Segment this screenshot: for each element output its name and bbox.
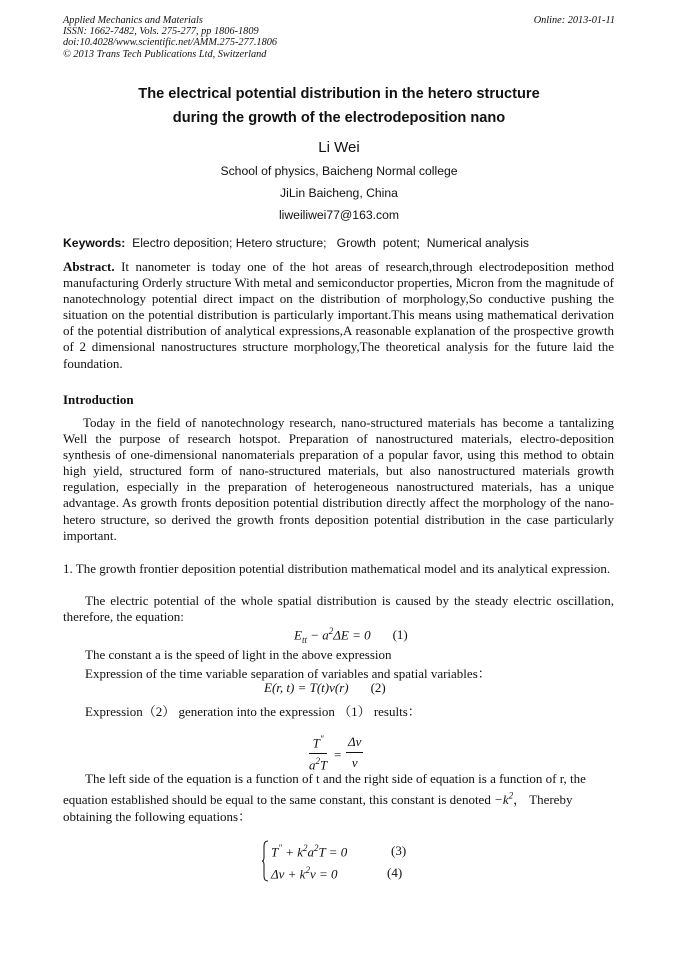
constant-a-line: The constant a is the speed of light in the above expression [85,647,392,662]
fraction-equals: = [334,747,342,762]
abstract [63,259,614,372]
section-1-paragraph: The electric potential of the whole spatial distribution is caused by the steady electric oscillation, therefore, the equation: [63,593,614,625]
introduction-paragraph: Today in the field of nanotechnology research, nano-structured materials has become a tantalizing Well the purpose of research hotspot. Preparation of nanostructured materials, electro-deposition synthesis of one-dimensional nanomaterials preparation of a popular favor, using this method to obtain high yield, structured form of nano-structured materials, but also nanostructured materials growth regulation, especially in the preparation of heterogeneous nanostructured materials, has a unique advantage. As growth fronts deposition potential distribution directly affect the morphology of the nano-hetero structure, so derived the growth fronts deposition potential distribution in the case particularly important. [63,415,614,543]
fraction-right-numerator: Δv [346,734,363,753]
title-line-2: during the growth of the electrodeposition nano [172,110,506,126]
paper-title [0,82,678,130]
equation-2-number: (2) [370,680,386,695]
journal-name: Applied Mechanics and Materials [63,15,203,26]
left-side-line-1: The left side of the equation is a function of t and the right side of equation is a function of r, the [85,771,586,786]
keywords-label: Keywords: [63,236,126,250]
affiliation-line-2: JiLin Baicheng, China [280,186,398,200]
online-date: Online: 2013-01-11 [533,15,615,26]
author-name: Li Wei [318,139,360,156]
fraction-right-denominator: v [351,755,358,770]
keywords [63,236,529,250]
abstract-label: Abstract. [63,259,115,274]
author-email: liweiliwei77@163.com [278,208,400,222]
journal-header [63,15,277,60]
left-side-line-2b: ， Thereby [513,792,573,807]
introduction-heading: Introduction [63,392,134,407]
issn-line: ISSN: 1662-7482, Vols. 275-277, pp 1806-1809 [63,26,259,38]
equation-4-number: (4) [387,865,403,880]
section-1-heading: 1. The growth frontier deposition potential distribution mathematical model and its analytical expression. [63,561,611,576]
left-side-line-3: obtaining the following equations： [63,809,252,824]
system-brace [262,840,268,882]
affiliation-line-1: School of physics, Baicheng Normal college [220,164,458,178]
equation-2: E(r, t) = T(t)v(r) (2) [264,680,386,695]
fraction-left-numerator: T″ [309,734,327,754]
separation-line: Expression of the time variable separation of variables and spatial variables： [85,666,491,681]
equation-4: $\Delta v + k^2v = 0$ [271,865,338,882]
constant-minus-k-squared: $-k^2$ [494,790,514,807]
doi-line: doi:10.4028/www.scientific.net/AMM.275-277.1806 [63,37,278,49]
equation-1: $E_{tt} - a^2\Delta E = 0$ (1) [294,626,408,645]
left-side-line-2a: equation established should be equal to the same constant, this constant is denoted [63,792,491,807]
equation-3: $T'' + k^2a^2T = 0$ [271,843,348,860]
abstract-text: It nanometer is today one of the hot areas of research,through electrodeposition method manufacturing Orderly structure With metal and semiconductor properties, Micron from the magnitude of nanotechnology potential direct impact on the distribution of morphology,So conductive pushing the situation on the potential distribution is particularly important.This means using mathematical derivation of the potential distribution of analytical expressions,A reasonable explanation of the prospective growth of 2 dimensional nanostructures structure morphology,The theoretical analysis for the future laid the foundation. [63,259,614,371]
keywords-text: Electro deposition; Hetero structure; Growth potent; Numerical analysis [125,236,530,250]
title-line-1: The electrical potential distribution in the hetero structure [138,86,540,102]
equation-1-number: (1) [392,627,408,643]
fraction-left-denominator: $a^2T$ [309,756,328,773]
fraction-right [346,734,363,771]
fraction-left [309,734,327,774]
generation-line: Expression（2） generation into the expression （1） results： [85,704,421,719]
equation-3-number: (3) [391,843,407,858]
copyright-line: © 2013 Trans Tech Publications Ltd, Switzerland [63,48,267,60]
